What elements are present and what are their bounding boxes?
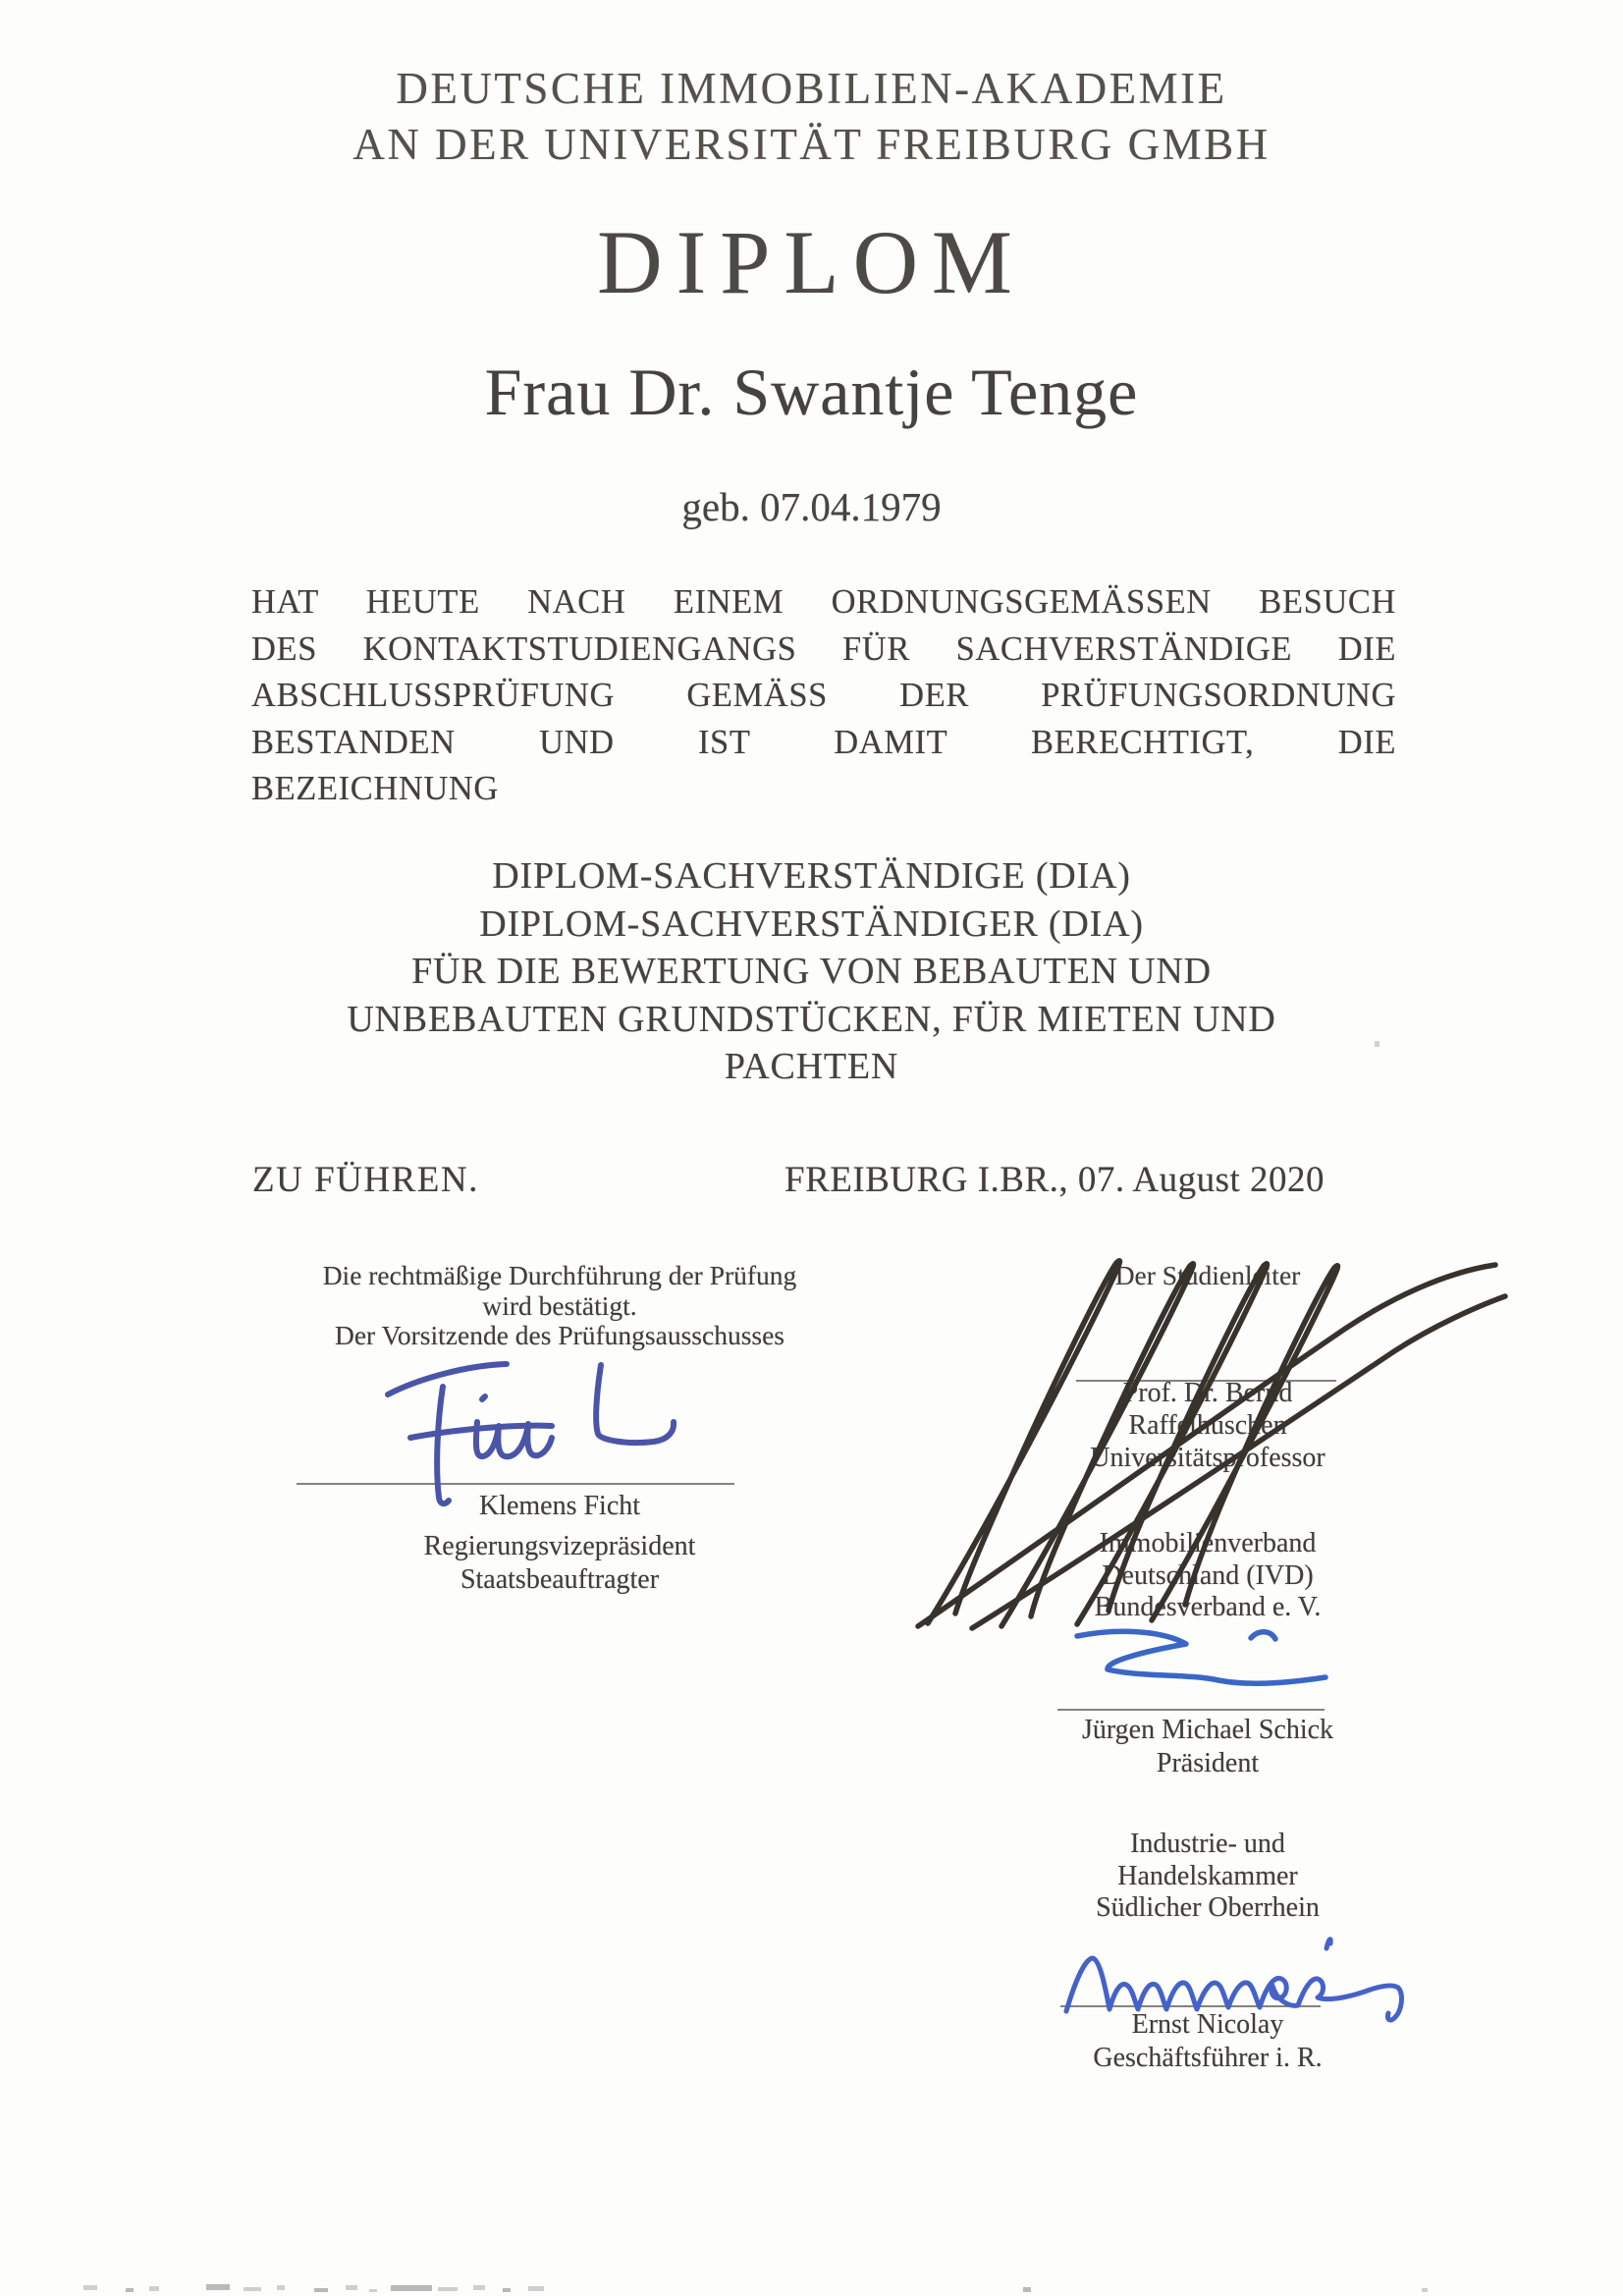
scan-speck (1375, 1041, 1380, 1047)
nicolay-signature (1053, 1923, 1455, 2033)
birth-date: geb. 07.04.1979 (681, 484, 942, 529)
schick-signature (1049, 1622, 1343, 1701)
designation-line: PACHTEN (724, 1046, 899, 1088)
signatory-name: Klemens Ficht (478, 1491, 641, 1521)
body-paragraph (251, 579, 1396, 813)
confirmation-note (265, 1261, 854, 1351)
body-line: BEZEICHNUNG (251, 770, 499, 808)
signatory-title: Präsident (1156, 1748, 1260, 1778)
designation-line: DIPLOM-SACHVERSTÄNDIGE (DIA) (492, 855, 1131, 897)
signatory-title: Staatsbeauftragter (460, 1563, 660, 1595)
recipient-name: Frau Dr. Swantje Tenge (484, 355, 1139, 429)
body-line: DES KONTAKTSTUDIENGANGS FÜR SACHVERSTÄNDIGE DIE (251, 629, 1396, 668)
signatory-title: Regierungsvizepräsident (423, 1531, 696, 1561)
confirmation-note-line: wird bestätigt. (482, 1289, 637, 1321)
org-line: Handelskammer (1117, 1860, 1298, 1891)
ficht-signature (295, 1347, 805, 1512)
issuer-header (0, 61, 1623, 173)
org-line: Bundesverband e. V. (1094, 1592, 1322, 1623)
studienleiter-label: Der Studienleiter (1114, 1260, 1301, 1290)
confirmation-note-line: Die rechtmäßige Durchführung der Prüfung (322, 1260, 797, 1290)
confirmation-note-line: Der Vorsitzende des Prüfungsausschusses (334, 1320, 785, 1350)
signatory-titles (265, 1530, 854, 1596)
body-line: BESTANDEN UND IST DAMIT BERECHTIGT, DIE (251, 723, 1396, 761)
org-line: Deutschland (IVD) (1102, 1559, 1314, 1591)
signatory-name: Ernst Nicolay (1131, 2009, 1284, 2040)
designation-block (0, 852, 1623, 1091)
signature-rule (1057, 1709, 1325, 1711)
signatory-name-line: Prof. Dr. Bernd (1122, 1378, 1293, 1408)
signatory-name-line: Universitätsprofessor (1090, 1443, 1325, 1473)
ihk-org (1001, 1829, 1414, 1925)
org-line: Südlicher Oberrhein (1096, 1892, 1320, 1924)
body-line: HAT HEUTE NACH EINEM ORDNUNGSGEMÄSSEN BESUCH (251, 583, 1396, 621)
issuer-line-2: AN DER UNIVERSITÄT FREIBURG GMBH (352, 120, 1271, 169)
diploma-title: DIPLOM (597, 212, 1026, 312)
designation-line: DIPLOM-SACHVERSTÄNDIGER (DIA) (479, 902, 1144, 945)
body-line: ABSCHLUSSPRÜFUNG GEMÄSS DER PRÜFUNGSORDNUNG (251, 677, 1396, 715)
org-line: Industrie- und (1130, 1829, 1285, 1859)
closing-phrase: ZU FÜHREN. (252, 1160, 479, 1200)
raffelhueschen-signature (898, 1235, 1517, 1638)
signatory-title: Geschäftsführer i. R. (1093, 2043, 1323, 2073)
issuer-line-1: DEUTSCHE IMMOBILIEN-AKADEMIE (396, 64, 1227, 113)
place-date: FREIBURG I.BR., 07. August 2020 (784, 1160, 1325, 1200)
designation-line: UNBEBAUTEN GRUNDSTÜCKEN, FÜR MIETEN UND (347, 998, 1276, 1040)
designation-line: FÜR DIE BEWERTUNG VON BEBAUTEN UND (411, 951, 1212, 993)
signatory-name: Jürgen Michael Schick (1081, 1715, 1334, 1745)
org-line: Immobilienverband (1099, 1528, 1317, 1558)
signatory-name-line: Raffelhüschen (1128, 1410, 1287, 1441)
